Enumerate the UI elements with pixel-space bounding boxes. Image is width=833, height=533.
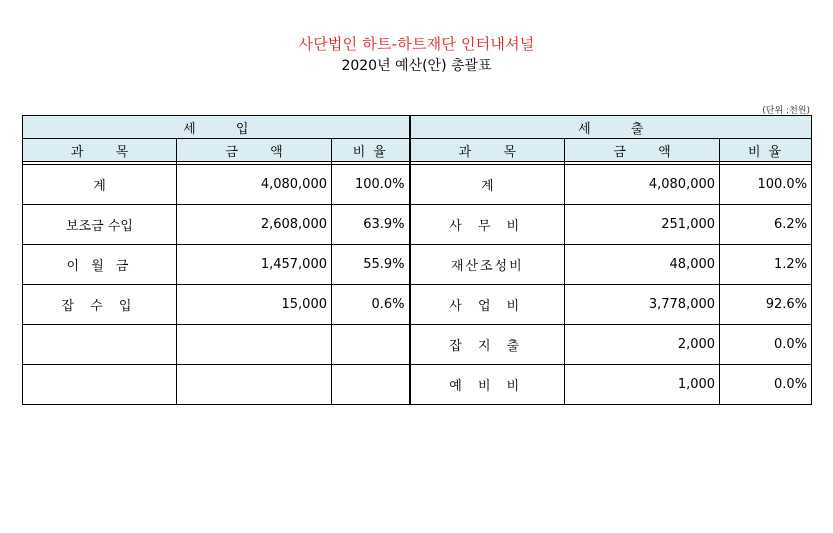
expense-ratio: 92.6% (720, 285, 812, 325)
expense-item: 사 업 비 (410, 285, 565, 325)
expense-amount: 4,080,000 (565, 165, 720, 205)
table-row (23, 245, 812, 285)
expense-item: 잡 지 출 (410, 325, 565, 365)
income-item (23, 325, 177, 365)
income-item-header: 과 목 (23, 139, 177, 162)
expense-ratio: 100.0% (720, 165, 812, 205)
expense-item: 사 무 비 (410, 205, 565, 245)
expense-amount: 3,778,000 (565, 285, 720, 325)
income-ratio: 55.9% (332, 245, 410, 285)
income-amount: 2,608,000 (177, 205, 332, 245)
table-row (23, 365, 812, 405)
income-amount-header: 금 액 (177, 139, 332, 162)
income-section-header: 세 입 (23, 116, 410, 139)
expense-ratio-header: 비율 (720, 139, 812, 162)
table-row (23, 205, 812, 245)
expense-item: 계 (410, 165, 565, 205)
table-row (23, 285, 812, 325)
document-subtitle: 2020년 예산(안) 총괄표 (341, 58, 492, 74)
income-ratio (332, 325, 410, 365)
expense-amount: 48,000 (565, 245, 720, 285)
income-amount: 1,457,000 (177, 245, 332, 285)
expense-item-header: 과 목 (410, 139, 565, 162)
column-header-row (23, 139, 812, 162)
income-ratio: 100.0% (332, 165, 410, 205)
expense-section-header: 세 출 (410, 116, 812, 139)
unit-label: (단위 :천원) (762, 106, 810, 116)
document-title: 사단법인 하트-하트재단 인터내셔널 (298, 35, 535, 53)
income-item: 이 월 금 (23, 245, 177, 285)
income-item: 보조금 수입 (23, 205, 177, 245)
expense-amount: 2,000 (565, 325, 720, 365)
expense-amount: 1,000 (565, 365, 720, 405)
income-ratio: 0.6% (332, 285, 410, 325)
income-amount (177, 365, 332, 405)
expense-ratio: 0.0% (720, 325, 812, 365)
income-ratio: 63.9% (332, 205, 410, 245)
expense-ratio: 1.2% (720, 245, 812, 285)
budget-summary-table (22, 115, 812, 405)
section-header-row (23, 116, 812, 139)
table-row (23, 325, 812, 365)
expense-amount-header: 금 액 (565, 139, 720, 162)
income-ratio-header: 비율 (332, 139, 410, 162)
income-item: 잡 수 입 (23, 285, 177, 325)
expense-ratio: 6.2% (720, 205, 812, 245)
income-ratio (332, 365, 410, 405)
income-amount: 15,000 (177, 285, 332, 325)
expense-ratio: 0.0% (720, 365, 812, 405)
table-row (23, 165, 812, 205)
expense-item: 재산조성비 (410, 245, 565, 285)
expense-item: 예 비 비 (410, 365, 565, 405)
income-amount: 4,080,000 (177, 165, 332, 205)
income-item: 계 (23, 165, 177, 205)
expense-amount: 251,000 (565, 205, 720, 245)
income-amount (177, 325, 332, 365)
income-item (23, 365, 177, 405)
